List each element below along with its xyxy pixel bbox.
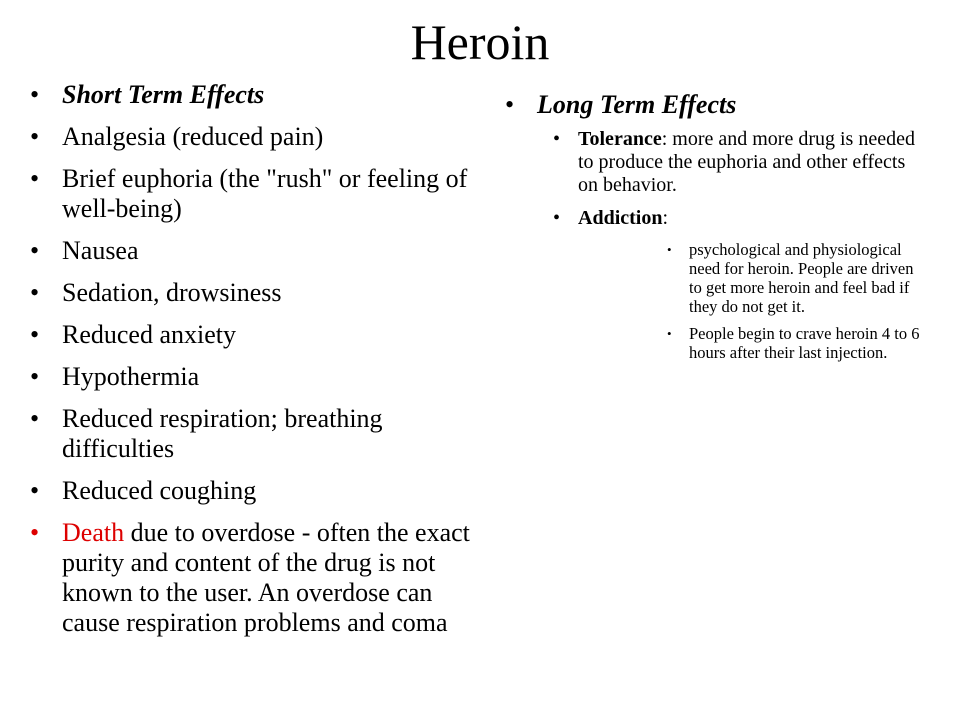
tolerance-text: : more and more drug is needed to produce the euphoria and other effects on behavior. [578,128,915,196]
slide-title: Heroin [410,14,550,70]
list-item [30,122,470,152]
section-heading: Long Term Effects [537,90,737,119]
list-item-text: Hypothermia [62,362,200,391]
list-item [30,320,470,350]
list-item [30,476,470,506]
bullet-icon: • [30,236,40,265]
bullet-icon: • [30,278,40,307]
list-item [30,278,470,308]
bullet-icon: • [30,320,40,349]
list-item-text: Reduced coughing [62,476,257,505]
short-term-heading [30,80,470,110]
list-item [30,236,470,266]
bullet-icon: • [553,207,561,229]
long-term-effects-list [553,128,930,230]
death-text: due to overdose - often the exact purity and content of the drug is not known to the user. An overdose can cause respiration problems and coma [62,518,470,637]
bullet-icon: • [30,164,40,193]
addiction-details-list [667,240,930,362]
list-item-text: Sedation, drowsiness [62,278,282,307]
bullet-icon: • [553,128,561,150]
list-item [30,164,470,224]
short-term-effects-list [30,80,470,650]
list-item-text: psychological and physiological need for heroin. People are driven to get more heroin and feel bad if they do not get it. [689,240,914,316]
list-item-death [30,518,470,638]
list-item [667,324,930,362]
bullet-icon: • [30,476,40,505]
tolerance-term: Tolerance [578,128,662,150]
list-item-text: People begin to crave heroin 4 to 6 hours after their last injection. [689,324,920,362]
list-item-text: Nausea [62,236,139,265]
bullet-icon: • [505,90,515,119]
bullet-icon: • [30,80,40,109]
bullet-icon: • [667,326,672,341]
list-item-text: Brief euphoria (the "rush" or feeling of well-being) [62,164,468,223]
list-item-text: Reduced respiration; breathing difficulties [62,404,383,463]
bullet-icon: • [667,242,672,257]
list-item-text: Reduced anxiety [62,320,236,349]
tolerance-item [553,128,930,197]
list-item-text: Analgesia (reduced pain) [62,122,324,151]
list-item [30,362,470,392]
bullet-icon: • [30,404,40,433]
bullet-icon: • [30,362,40,391]
bullet-icon: • [30,122,40,151]
addiction-item [553,207,930,230]
long-term-effects-section [505,90,930,370]
death-label: Death [62,518,125,547]
bullet-icon: • [30,518,40,547]
addiction-term: Addiction [578,207,663,229]
list-item [30,404,470,464]
long-term-heading [505,90,930,120]
section-heading: Short Term Effects [62,80,265,109]
addiction-text: : [662,207,669,229]
list-item [667,240,930,316]
